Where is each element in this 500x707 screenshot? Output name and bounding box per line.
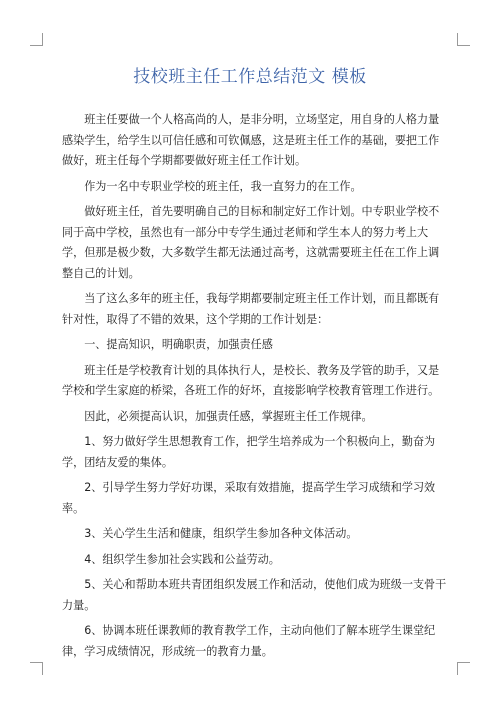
document-title: 技校班主任工作总结范文 模板 [133,67,367,87]
page-corner-mark-top-right [457,33,470,46]
list-item: 1、努力做好学生思想教育工作，把学生培养成为一个积极向上，勤奋为学，团结友爱的集体。 [62,435,436,469]
paragraph: 作为一名中专职业学校的班主任，我一直努力的在工作。 [84,179,362,193]
list-item: 6、协调本班任课教师的教育教学工作，主动向他们了解本班学生课堂纪律，学习成绩情况，形成统一的教育力量。 [62,624,436,658]
paragraph: 班主任要做一个人格高尚的人，是非分明，立场坚定，用自身的人格力量感染学生，给学生以可信任感和可钦佩感，这是班主任工作的基础，要把工作做好，班主任每个学期都要做好班主任工作计划。 [62,113,440,167]
list-item: 2、引导学生努力学好功课，采取有效措施，提高学生学习成绩和学习效率。 [62,481,436,515]
list-item: 4、组织学生参加社会实践和公益劳动。 [84,552,280,566]
paragraph: 因此，必须提高认识，加强责任感，掌握班主任工作规律。 [84,409,373,423]
list-item: 3、关心学生生活和健康，组织学生参加各种文体活动。 [84,527,358,540]
section-heading: 一、提高知识，明确职责，加强责任感 [84,338,273,351]
page-corner-mark-bottom-right [457,662,470,675]
paragraph: 做好班主任，首先要明确自己的目标和制定好工作计划。中专职业学校不同于高中学校，虽然也有一部分中专学生通过老师和学生本人的努力考上大学，但那是极少数，大多数学生都无法通过高考，这就需要班主任在工作上调整自己的计划。 [62,205,440,280]
list-item: 5、关心和帮助本班共青团组织发展工作和活动，使他们成为班级一支骨干力量。 [62,578,447,612]
document-body [62,110,448,667]
paragraph: 班主任是学校教育计划的具体执行人，是校长、教务及学管的助手，又是学校和学生家庭的桥梁，各班工作的好坏，直接影响学校教育管理工作进行。 [62,363,440,397]
page-corner-mark-bottom-left [30,662,43,675]
page-corner-mark-top-left [30,33,43,46]
paragraph: 当了这么多年的班主任，我每学期都要制定班主任工作计划，而且都既有针对性，取得了不错的效果，这个学期的工作计划是： [62,292,440,326]
